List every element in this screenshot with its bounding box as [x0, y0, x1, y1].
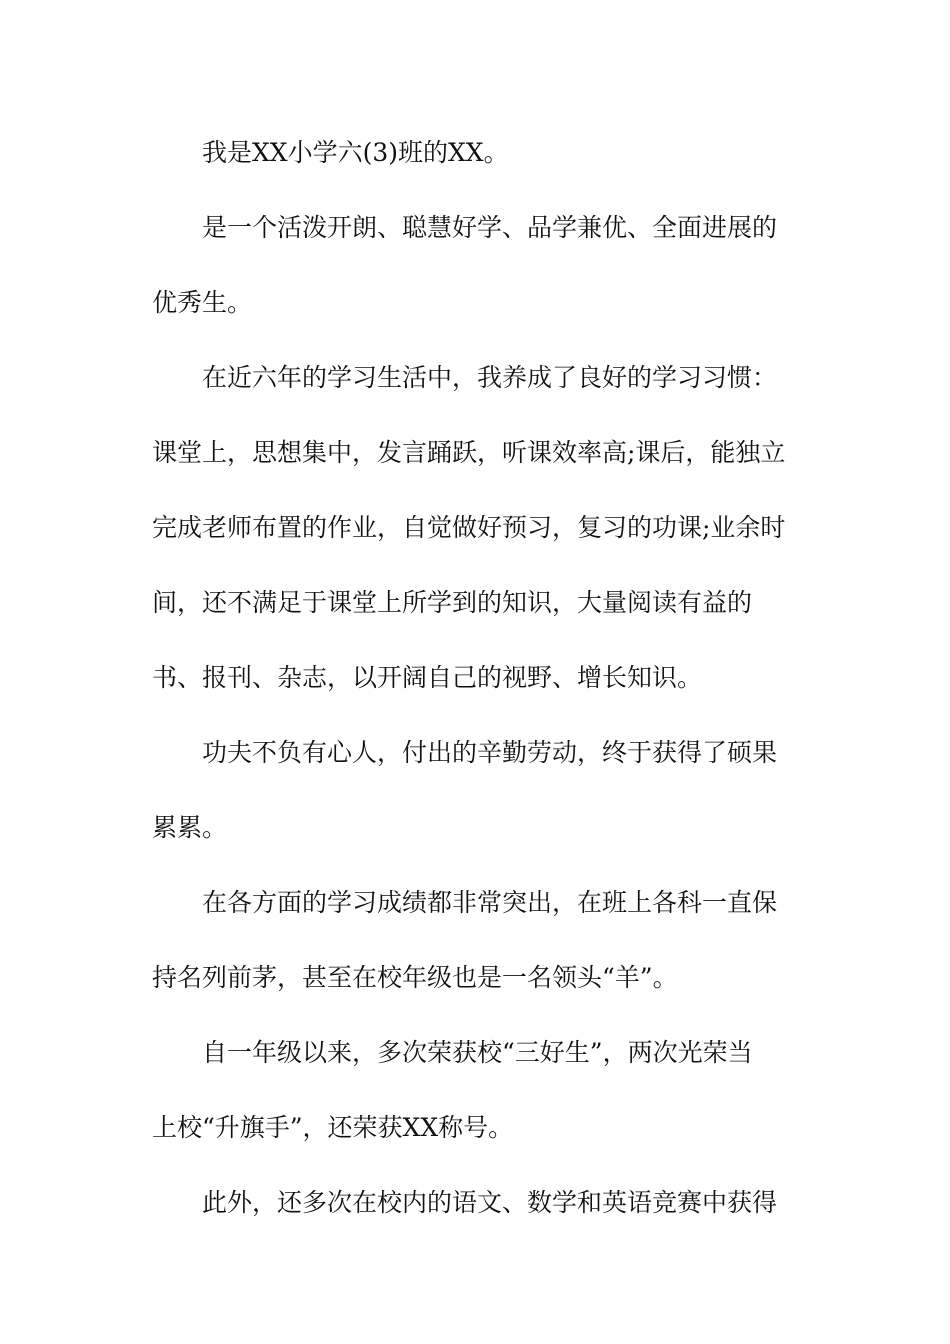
paragraph-line: 在各方面的学习成绩都非常突出，在班上各科一直保	[202, 888, 778, 917]
paragraph-line: 在近六年的学习生活中，我养成了良好的学习习惯：	[202, 363, 778, 392]
paragraph-line: 间，还不满足于课堂上所学到的知识，大量阅读有益的	[152, 588, 753, 617]
document-body	[152, 133, 812, 1258]
paragraph-line: 课堂上，思想集中，发言踊跃，听课效率高;课后，能独立	[152, 438, 786, 467]
paragraph-line: 此外，还多次在校内的语文、数学和英语竞赛中获得	[202, 1188, 778, 1217]
paragraph-line: 自一年级以来，多次荣获校“三好生”，两次光荣当	[202, 1038, 753, 1067]
paragraph-line: 书、报刊、杂志，以开阔自己的视野、增长知识。	[152, 663, 703, 692]
paragraph-line: 完成老师布置的作业，自觉做好预习，复习的功课;业余时	[152, 513, 786, 542]
paragraph-line: 持名列前茅，甚至在校年级也是一名领头“羊”。	[152, 963, 678, 992]
paragraph-line: 累累。	[152, 813, 228, 842]
paragraph-line: 上校“升旗手”，还荣获XX称号。	[152, 1113, 514, 1142]
paragraph-line: 功夫不负有心人，付出的辛勤劳动，终于获得了硕果	[202, 738, 778, 767]
paragraph-line: 优秀生。	[152, 288, 253, 317]
paragraph-line: 我是XX小学六(3)班的XX。	[202, 138, 509, 167]
paragraph-line: 是一个活泼开朗、聪慧好学、品学兼优、全面进展的	[202, 213, 778, 242]
